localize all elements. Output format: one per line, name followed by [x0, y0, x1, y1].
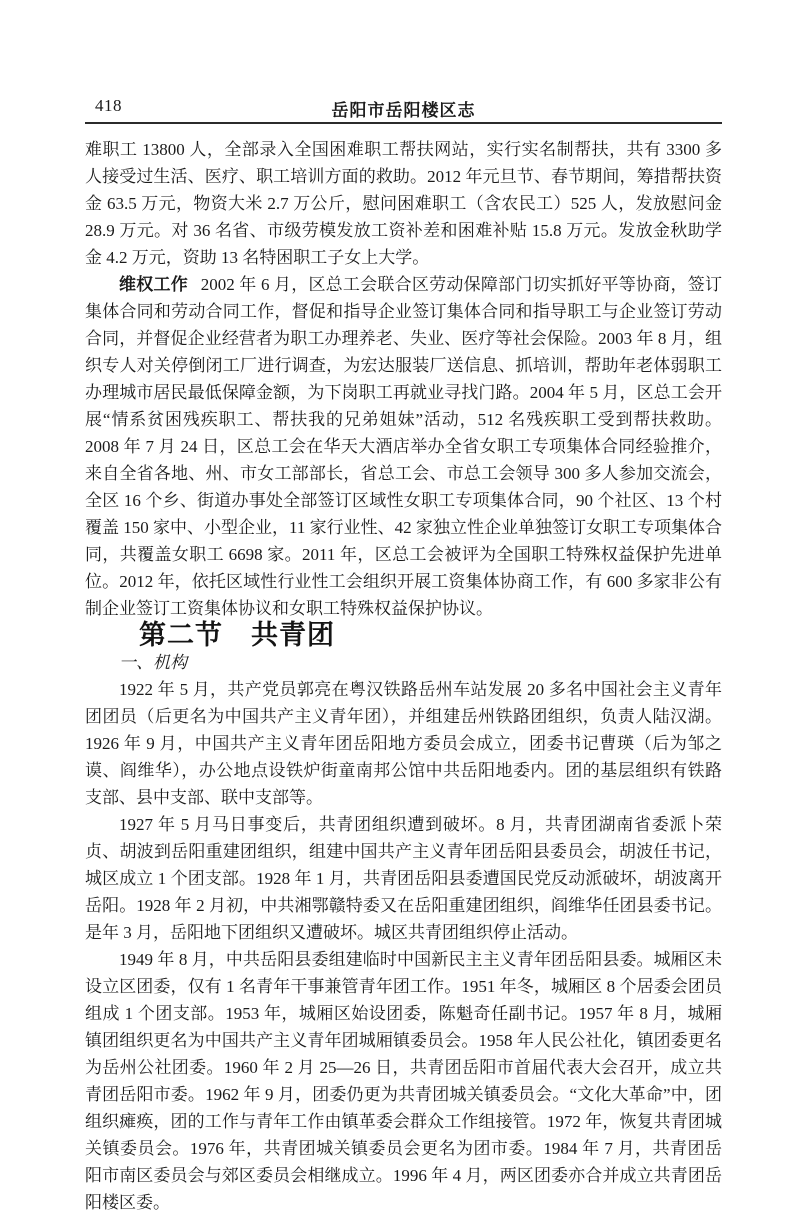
page-header	[85, 96, 722, 124]
page-body	[85, 136, 722, 1216]
paragraph-lead-label: 维权工作	[119, 275, 188, 294]
page-number: 418	[95, 96, 122, 115]
paragraph-rights-protection	[85, 271, 722, 622]
paragraph-1949: 1949 年 8 月，中共岳阳县委组建临时中国新民主主义青年团岳阳县委。城厢区未设立区团委，仅有 1 名青年干事兼管青年团工作。1951 年冬，城厢区 8 个居委会团员组成 1 个团支部。1953 年，城厢区始设团委，陈魁奇任副书记。1957 年 8 月，城厢镇团组织更名为中国共产主义青年团城厢镇委员会。1958 年人民公社化，镇团委更名为岳州公社团委。1960 年 2 月 25—26 日，共青团岳阳市首届代表大会召开，成立共青团岳阳市委。1962 年 9 月，团委仍更为共青团城关镇委员会。“文化大革命”中，团组织瘫痪，团的工作与青年工作由镇革委会群众工作组接管。1972 年，恢复共青团城关镇委员会。1976 年，共青团城关镇委员会更名为团市委。1984 年 7 月，共青团岳阳市南区委员会与郊区委员会相继成立。1996 年 4 月，两区团委亦合并成立共青团岳阳楼区委。	[85, 950, 722, 1212]
section-title: 第二节 共青团	[139, 620, 335, 650]
book-title: 岳阳市岳阳楼区志	[331, 101, 476, 120]
subsection-title: 一、机构	[119, 653, 187, 672]
paragraph-1927: 1927 年 5 月马日事变后，共青团组织遭到破坏。8 月，共青团湖南省委派卜荣贞、胡波到岳阳重建团组织，组建中国共产主义青年团岳阳县委员会，胡波任书记，城区成立 1 个团支部。1928 年 1 月，共青团岳阳县委遭国民党反动派破坏，胡波离开岳阳。1928 年 2 月初，中共湘鄂赣特委又在岳阳重建团组织，阎维华任团县委书记。是年 3 月，岳阳地下团组织又遭破坏。城区共青团组织停止活动。	[85, 815, 722, 942]
paragraph-relief-continuation: 难职工 13800 人，全部录入全国困难职工帮扶网站，实行实名制帮扶，共有 3300 多人接受过生活、医疗、职工培训方面的救助。2012 年元旦节、春节期间，筹措帮扶资金 63.5 万元，物资大米 2.7 万公斤，慰问困难职工（含农民工）525 人，发放慰问金 28.9 万元。对 36 名省、市级劳模发放工资补差和困难补贴 15.8 万元。发放金秋助学金 4.2 万元，资助 13 名特困职工子女上大学。	[85, 140, 722, 267]
paragraph-rights-text: 2002 年 6 月，区总工会联合区劳动保障部门切实抓好平等协商，签订集体合同和劳动合同工作，督促和指导企业签订集体合同和指导职工与企业签订劳动合同，并督促企业经营者为职工办理养老、失业、医疗等社会保险。2003 年 8 月，组织专人对关停倒闭工厂进行调查，为宏达服装厂送信息、抓培训，帮助年老体弱职工办理城市居民最低保障金额，为下岗职工再就业寻找门路。2004 年 5 月，区总工会开展“情系贫困残疾职工、帮扶我的兄弟姐妹”活动，512 名残疾职工受到帮扶救助。2008 年 7 月 24 日，区总工会在华天大酒店举办全省女职工专项集体合同经验推介，来自全省各地、州、市女工部部长，省总工会、市总工会领导 300 多人参加交流会，全区 16 个乡、街道办事处全部签订区域性女职工专项集体合同，90 个社区、13 个村覆盖 150 家中、小型企业，11 家行业性、42 家独立性企业单独签订女职工专项集体合同，共覆盖女职工 6698 家。2011 年，区总工会被评为全国职工特殊权益保护先进单位。2012 年，依托区域性行业性工会组织开展工资集体协商工作，有 600 多家非公有制企业签订工资集体协议和女职工特殊权益保护协议。	[85, 275, 723, 618]
paragraph-1922: 1922 年 5 月，共产党员郭亮在粤汉铁路岳州车站发展 20 多名中国社会主义青年团团员（后更名为中国共产主义青年团），并组建岳州铁路团组织，负责人陆汉湖。1926 年 9 月，中国共产主义青年团岳阳地方委员会成立，团委书记曹瑛（后为邹之谟、阎维华），办公地点设铁炉街童南邦公馆中共岳阳地委内。团的基层组织有铁路支部、县中支部、联中支部等。	[85, 680, 722, 807]
